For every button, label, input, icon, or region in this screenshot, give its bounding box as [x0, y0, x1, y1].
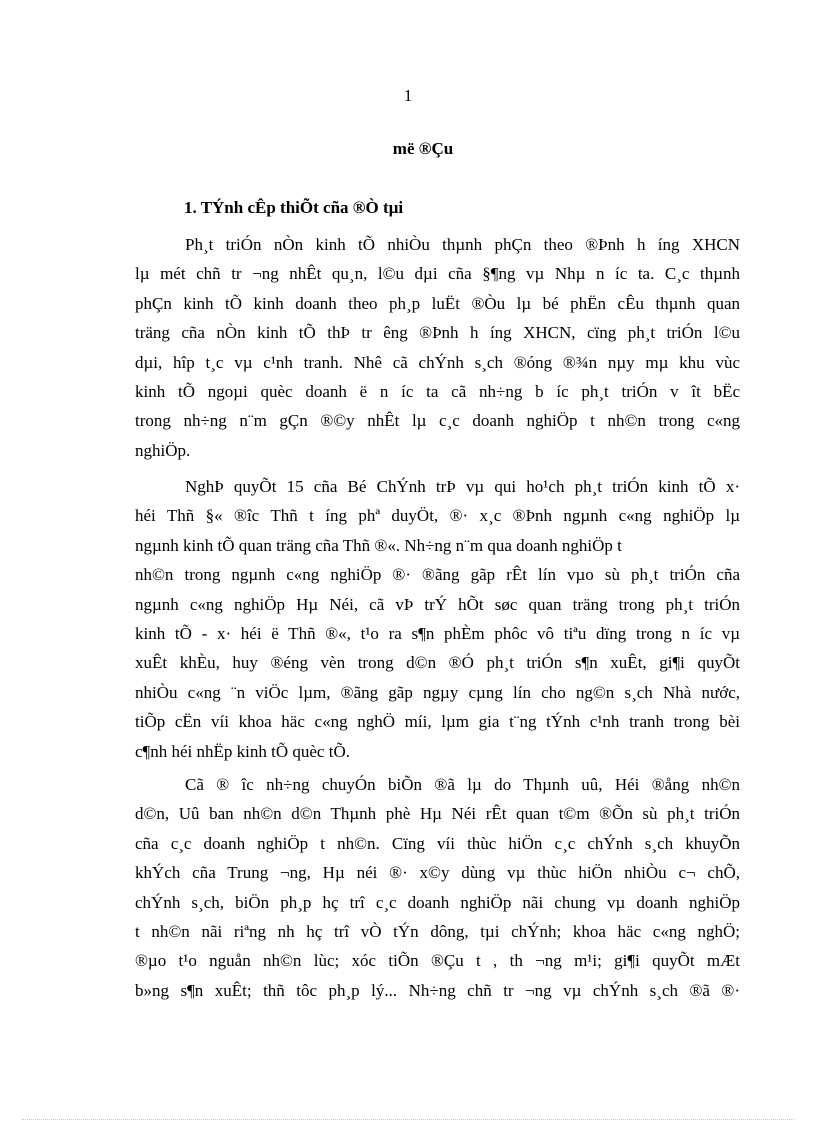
paragraph-3 — [135, 770, 740, 1005]
page-heading: më ®Çu — [392, 139, 454, 158]
paragraph-1-line-8: nghiÖp. — [135, 440, 191, 460]
paragraph-3-line-1: Cã ® îc nh÷ng chuyÓn biÕn ®ã lµ do Thµnh uû, Héi ®ång nh©n — [185, 775, 740, 794]
paragraph-3-line-7: ®µo t¹o nguån nh©n lùc; xóc tiÕn ®Çu t , th ¬ng m¹i; gi¶i quyÕt mÆt — [135, 951, 740, 971]
paragraph-3-line-4: khÝch cña Trung ¬ng, Hµ néi ®· x©y dùng vµ thùc hiÖn nhiÒu c¬ chÕ, — [135, 863, 740, 883]
paragraph-2-line-9: tiÕp cËn víi khoa häc c«ng nghÖ míi, lµm gia t¨ng tÝnh c¹nh tranh trong bèi — [135, 712, 740, 732]
paragraph-1-line-1: Ph¸t triÓn nÒn kinh tÕ nhiÒu thµnh phÇn theo ®Þnh h íng XHCN — [185, 235, 740, 254]
paragraph-1-line-5: dµi, hîp t¸c vµ c¹nh tranh. Nhê cã chÝnh s¸ch ®óng ®¾n nµy mµ khu vùc — [135, 352, 740, 372]
paragraph-2 — [135, 472, 740, 766]
paragraph-2-line-7: xuÊt khÈu, huy ®éng vèn trong d©n ®Ó ph¸t triÓn s¶n xuÊt, gi¶i quyÕt — [135, 653, 740, 673]
paragraph-2-line-6: kinh tÕ - x· héi ë Thñ ®«, t¹o ra s¶n phÈm phôc vô tiªu dïng trong n íc vµ — [135, 623, 740, 643]
paragraph-3-line-5: chÝnh s¸ch, biÖn ph¸p hç trî c¸c doanh nghiÖp nãi chung vµ doanh nghiÖp — [135, 892, 740, 912]
paragraph-1-line-2: lµ mét chñ tr ¬ng nhÊt qu¸n, l©u dµi cña §¶ng vµ Nhµ n íc ta. C¸c thµnh — [135, 264, 740, 284]
paragraph-2-line-5: ngµnh c«ng nghiÖp Hµ Néi, cã vÞ trÝ hÕt søc quan träng trong ph¸t triÓn — [135, 594, 740, 614]
paragraph-1-line-3: phÇn kinh tÕ kinh doanh theo ph¸p luËt ®Òu lµ bé phËn cÊu thµnh quan — [135, 293, 740, 313]
paragraph-3-line-8: b»ng s¶n xuÊt; thñ tôc ph¸p lý... Nh÷ng chñ tr ¬ng vµ chÝnh s¸ch ®ã ®· — [135, 980, 740, 1000]
paragraph-3-line-6: t nh©n nãi riªng nh hç trî vÒ tÝn dông, tµi chÝnh; khoa häc c«ng nghÖ; — [135, 921, 740, 941]
paragraph-3-line-2: d©n, Uû ban nh©n d©n Thµnh phè Hµ Néi rÊt quan t©m ®Õn sù ph¸t triÓn — [135, 804, 740, 824]
paragraph-1-line-7: trong nh÷ng n¨m gÇn ®©y nhÊt lµ c¸c doanh nghiÖp t nh©n trong c«ng — [135, 411, 740, 431]
paragraph-2-line-10: c¶nh héi nhËp kinh tÕ quèc tÕ. — [135, 741, 350, 761]
page-number: 1 — [403, 86, 413, 105]
paragraph-2-line-1: NghÞ quyÕt 15 cña Bé ChÝnh trÞ vµ qui ho¹ch ph¸t triÓn kinh tÕ x· — [185, 477, 740, 496]
paragraph-1 — [135, 230, 740, 465]
paragraph-1-line-6: kinh tÕ ngoµi quèc doanh ë n íc ta cã nh÷ng b íc ph¸t triÓn v ît bËc — [135, 381, 740, 401]
paragraph-2-line-8: nhiÒu c«ng ¨n viÖc lµm, ®ãng gãp ngµy cµng lín cho ng©n s¸ch Nhà nước, — [135, 682, 740, 702]
page-bottom-rule — [22, 1119, 794, 1120]
section-title: 1. TÝnh cÊp thiÕt cña ®Ò tµi — [184, 198, 404, 217]
paragraph-2-line-2: héi Thñ §« ®îc Thñ t íng phª duyÖt, ®· x¸c ®Þnh ngµnh c«ng nghiÖp lµ — [135, 506, 740, 526]
paragraph-3-line-3: cña c¸c doanh nghiÖp t nh©n. Cïng víi thùc hiÖn c¸c chÝnh s¸ch khuyÕn — [135, 833, 740, 853]
paragraph-1-line-4: träng cña nÒn kinh tÕ thÞ tr êng ®Þnh h íng XHCN, cïng ph¸t triÓn l©u — [135, 323, 740, 343]
paragraph-2-line-3: ngµnh kinh tÕ quan träng cña Thñ ®«. Nh÷ng n¨m qua doanh nghiÖp t — [135, 535, 622, 555]
paragraph-2-line-4: nh©n trong ngµnh c«ng nghiÖp ®· ®ãng gãp rÊt lín vµo sù ph¸t triÓn cña — [135, 565, 740, 585]
